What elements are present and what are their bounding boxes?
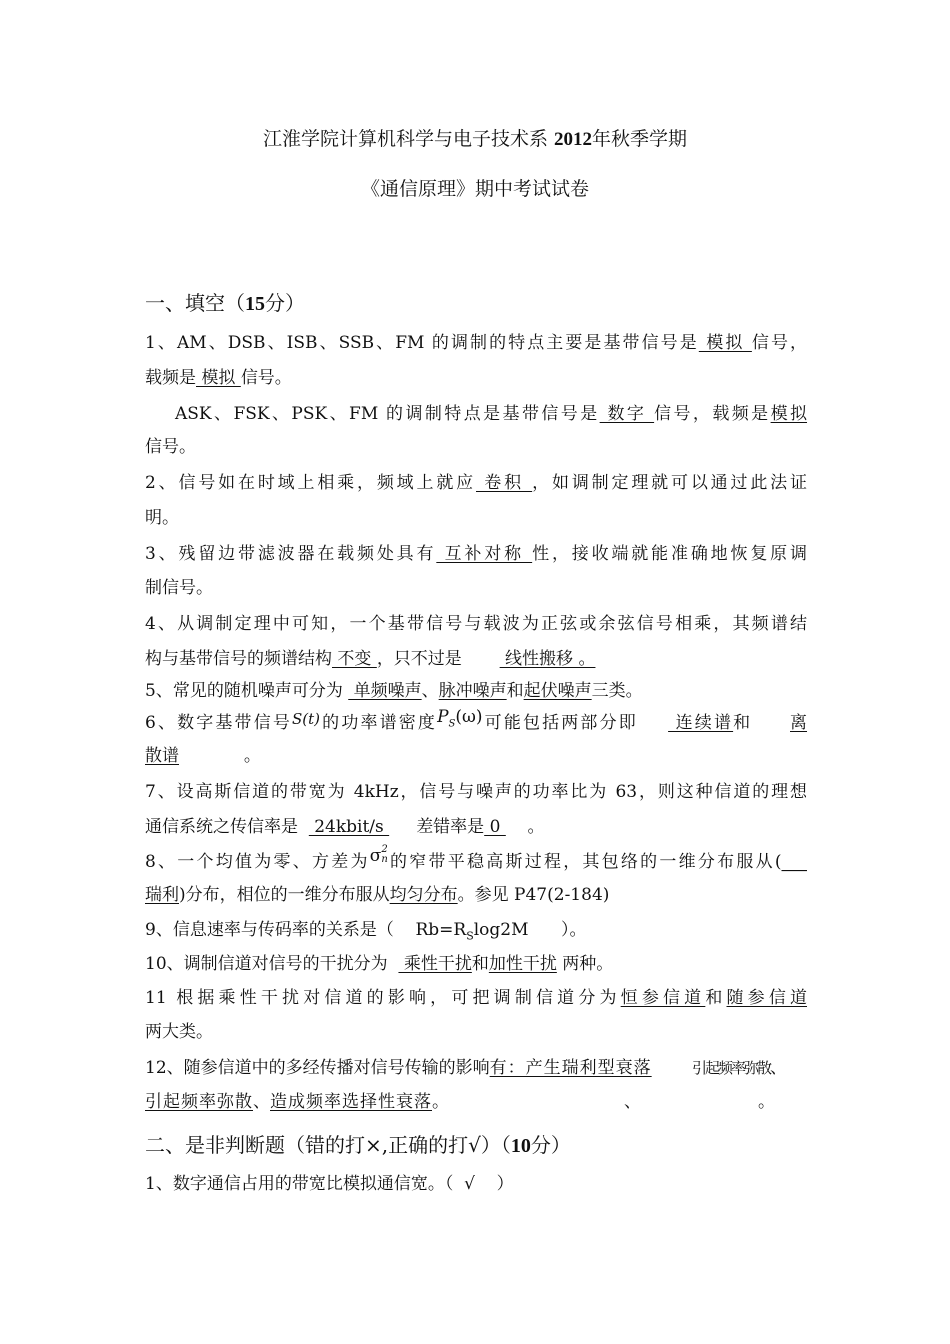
section-heading-fill-in: 一、填空（15分） bbox=[145, 291, 305, 315]
answer-blank: 起伏噪声 bbox=[523, 681, 592, 701]
question-2-line-2: 明。 bbox=[145, 508, 179, 528]
answer-blank: 模拟 bbox=[770, 404, 808, 424]
question-11-line-2: 两大类。 bbox=[145, 1022, 213, 1042]
formula-sigma-n-squared: σ 2 n bbox=[369, 844, 388, 866]
answer-blank: 模拟 bbox=[196, 368, 241, 388]
judge-question-1: 1、数字通信占用的带宽比模拟通信宽。（ √ ） bbox=[145, 1174, 514, 1194]
answer-blank: 引起频率弥散 bbox=[145, 1092, 253, 1112]
question-12-overlap-text: 引起频率弥散、 bbox=[692, 1058, 788, 1078]
answer-blank: 恒参信道 bbox=[620, 988, 706, 1008]
question-8-line-2: 瑞利)分布，相位的一维分布服从均匀分布。参见 P47(2-184) bbox=[145, 885, 610, 905]
answer-blank: 均匀分布 bbox=[389, 885, 458, 905]
answer-blank: 加性干扰 bbox=[488, 954, 557, 974]
answer-blank: 散谱 bbox=[145, 746, 179, 766]
question-11-line-1: 11 根据乘性干扰对信道的影响，可把调制信道分为恒参信道和随参信道 bbox=[145, 988, 808, 1008]
answer-blank: 数字 bbox=[599, 404, 655, 424]
question-4-line-1: 4、从调制定理中可知，一个基带信号与载波为正弦或余弦信号相乘，其频谱结 bbox=[145, 614, 807, 634]
question-2-line-1: 2、信号如在时域上相乘，频域上就应 卷积 ，如调制定理就可以通过此法证 bbox=[145, 473, 807, 493]
question-12-line-2: 引起频率弥散、造成频率选择性衰落。 bbox=[145, 1092, 449, 1112]
answer-blank: 卷积 bbox=[476, 473, 533, 493]
formula-s-t: S(t) bbox=[292, 710, 321, 728]
question-7-line-2: 通信系统之传信率是 24kbit/s 差错率是 0 。 bbox=[145, 817, 545, 837]
answer-blank: 造成频率选择性衰落 bbox=[270, 1092, 432, 1112]
answer-blank: 线性搬移 。 bbox=[499, 649, 596, 669]
question-12-stray-period: 。 bbox=[758, 1092, 775, 1112]
exam-subtitle: 《通信原理》期中考试试卷 bbox=[360, 178, 589, 200]
answer-blank: 模拟 bbox=[698, 333, 752, 353]
exam-header-title: 江淮学院计算机科学与电子技术系 2012年秋季学期 bbox=[262, 128, 688, 150]
answer-blank: 24kbit/s bbox=[308, 817, 390, 837]
question-3-line-2: 制信号。 bbox=[145, 578, 213, 598]
question-1-line-4: 信号。 bbox=[145, 437, 196, 457]
question-8-line-1: 8、一个均值为零、方差为σ 2 n 的窄带平稳高斯过程，其包络的一维分布服从(___ bbox=[145, 844, 807, 872]
question-7-line-1: 7、设高斯信道的带宽为 4kHz，信号与噪声的功率比为 63，则这种信道的理想 bbox=[145, 782, 807, 802]
question-1-line-3: ASK、FSK、PSK、FM 的调制特点是基带信号是 数字 信号，载频是模拟 bbox=[175, 404, 808, 424]
question-5: 5、常见的随机噪声可分为 单频噪声、脉冲噪声和起伏噪声三类。 bbox=[145, 681, 643, 701]
question-9: 9、信息速率与传码率的关系是（ $Rb=R_S\log 2M$ ）。 bbox=[145, 920, 587, 943]
answer-blank: 随参信道 bbox=[726, 988, 808, 1008]
question-1-line-1: 1、AM、DSB、ISB、SSB、FM 的调制的特点主要是基带信号是 模拟 信号， bbox=[145, 333, 808, 353]
answer-blank: 单频噪声 bbox=[348, 681, 422, 701]
question-1-line-2: 载频是 模拟 信号。 bbox=[145, 368, 292, 388]
answer-blank: 互补对称 bbox=[436, 544, 533, 564]
answer-formula: $Rb=R_S\log 2M$ bbox=[415, 920, 529, 943]
question-3-line-1: 3、残留边带滤波器在载频处具有 互补对称 性，接收端就能准确地恢复原调 bbox=[145, 544, 807, 564]
question-6-line-2: 散谱 。 bbox=[145, 746, 261, 766]
answer-blank: 瑞利 bbox=[145, 885, 179, 905]
section-heading-true-false: 二、是非判断题（错的打×,正确的打√）（10分） bbox=[145, 1133, 571, 1157]
answer-blank: 连续谱 bbox=[668, 713, 734, 733]
question-4-line-2: 构与基带信号的频谱结构 不变 ，只不过是 线性搬移 。 bbox=[145, 649, 596, 669]
question-12-stray-comma: 、 bbox=[624, 1092, 641, 1112]
formula-ps: $P_S(\omega)$ bbox=[437, 707, 483, 730]
answer-blank: 不变 bbox=[332, 649, 377, 669]
answer-blank: 0 bbox=[484, 817, 506, 837]
judge-answer: √ bbox=[464, 1174, 475, 1194]
answer-blank: 脉冲噪声 bbox=[438, 681, 507, 701]
question-6-line-1: 6、数字基带信号S(t)的功率谱密度$P_S(\omega)$可能包括两部分即 连续谱和 离 bbox=[145, 707, 808, 733]
answer-blank: 有：产生瑞利型衰落 bbox=[489, 1058, 652, 1078]
answer-blank: 乘性干扰 bbox=[398, 954, 472, 974]
question-12-line-1: 12、随参信道中的多经传播对信号传输的影响有：产生瑞利型衰落 bbox=[145, 1058, 652, 1078]
question-10: 10、调制信道对信号的干扰分为 乘性干扰和加性干扰 两种。 bbox=[145, 954, 614, 974]
answer-blank: 离 bbox=[790, 713, 808, 733]
